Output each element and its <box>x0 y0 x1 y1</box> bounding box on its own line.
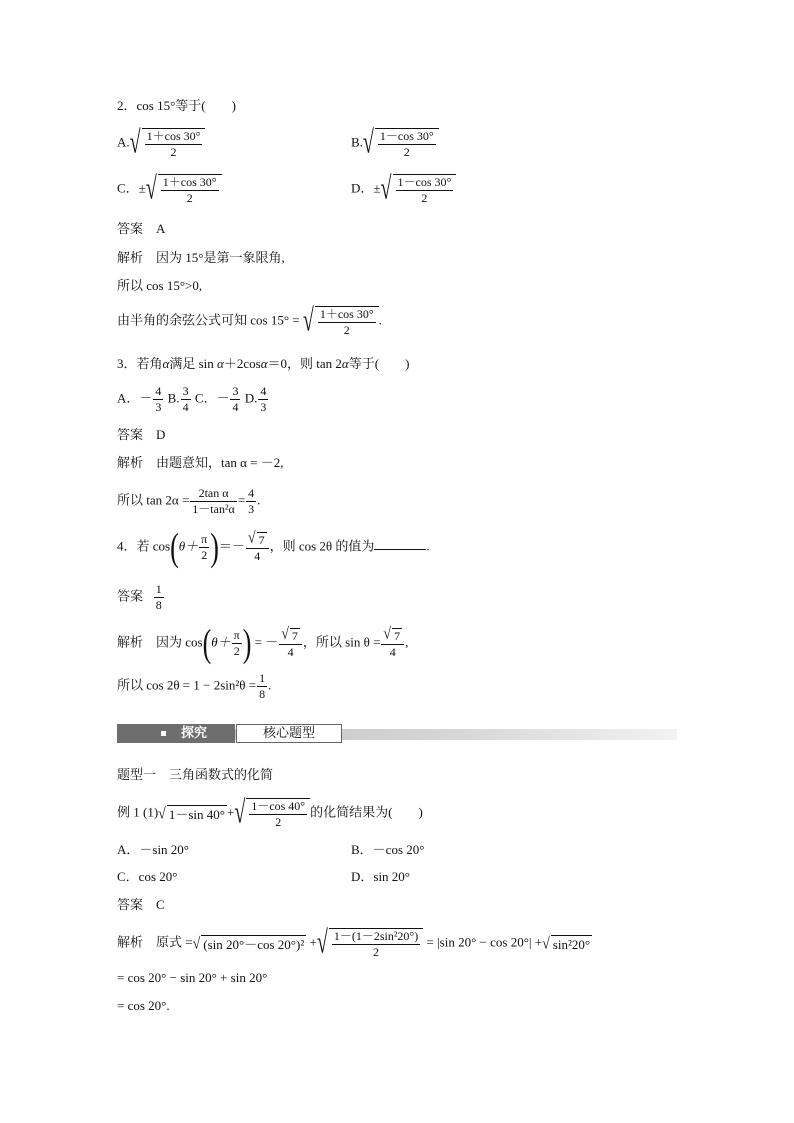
option-c-label: C．－ <box>194 390 230 406</box>
text-segment: + <box>309 934 317 950</box>
text-segment: 由半角的余弦公式可知 cos 15° = <box>117 312 300 328</box>
numerator: 1＋cos 30° <box>319 307 374 321</box>
example-1-explanation-line-1 <box>117 925 592 961</box>
text-segment: 满足 sin <box>169 356 214 371</box>
example-1-option-d: D．sin 20° <box>351 869 411 884</box>
left-paren: ( <box>170 525 179 569</box>
numerator: 1 <box>259 671 266 685</box>
sqrt-expression: √ $\frac{1-\cos 30^\circ}{2}$ <box>363 128 439 159</box>
sqrt-expression: √ 1－sin 40° <box>158 805 225 823</box>
text-segment: ＋2cos <box>223 356 261 371</box>
alpha-symbol: α <box>162 356 170 371</box>
q2-explanation-line-1: 解析 因为 15°是第一象限角, <box>117 250 285 265</box>
alpha-symbol: α <box>341 356 349 371</box>
text-segment: ，所以 sin θ = <box>302 634 381 650</box>
q2-answer: 答案 A <box>117 221 166 236</box>
numerator: 1－cos 30° <box>379 129 434 143</box>
answer-blank[interactable] <box>374 549 426 550</box>
banner-left-label: 探究 <box>181 726 208 741</box>
text-segment: 所以 tan 2α = <box>117 492 190 508</box>
radicand: 7 <box>291 629 298 643</box>
numerator: 3 <box>232 384 239 398</box>
sqrt-expression: √ 7 <box>383 625 401 643</box>
q3-explanation-line-2 <box>117 487 260 516</box>
numerator: 3 <box>182 384 189 398</box>
denominator: 3 <box>155 400 162 414</box>
q2-option-b <box>351 125 439 161</box>
text-segment: 等于( ) <box>348 356 410 371</box>
right-paren: ) <box>210 525 219 569</box>
section-title: 题型一 三角函数式的化简 <box>117 767 274 782</box>
denominator: 8 <box>259 687 266 701</box>
sqrt-expression: √ $\frac{1+\cos 30^\circ}{2}$ <box>146 174 222 205</box>
text-segment: 解析 因为 cos <box>117 634 203 650</box>
option-label: B. <box>351 134 363 150</box>
text-segment: 所以 cos 2θ = 1 − 2sin²θ = <box>117 677 257 693</box>
denominator: 2 <box>201 548 208 562</box>
example-1-explanation-line-2: = cos 20° − sin 20° + sin 20° <box>117 970 268 985</box>
sqrt-expression: √ $\frac{\text{1－(1－2sin²20°)}}{2}$ <box>317 928 423 959</box>
numerator: 2tan α <box>190 487 237 502</box>
numerator: π <box>233 628 240 642</box>
question-4-stem <box>117 525 430 569</box>
right-paren: ) <box>242 621 252 665</box>
denominator: 3 <box>260 400 267 414</box>
text-segment: + <box>226 804 235 820</box>
numerator: 1 <box>155 582 162 596</box>
denominator: 2 <box>186 191 193 205</box>
text-segment: . <box>378 312 382 328</box>
radicand: sin²20° <box>552 936 591 952</box>
denominator: 2 <box>170 145 177 159</box>
option-a-label: A．－ <box>117 390 153 406</box>
section-banner <box>117 724 677 744</box>
denominator: 1－tan²α <box>192 502 235 516</box>
left-paren: ( <box>202 621 212 665</box>
q2-option-a <box>117 125 205 161</box>
denominator: 3 <box>248 502 255 516</box>
text-segment: = |sin 20° − cos 20°| + <box>426 934 543 950</box>
text-segment: 例 1 (1) <box>117 804 159 820</box>
example-1-answer: 答案 C <box>117 897 165 912</box>
radicand: 7 <box>258 533 265 547</box>
sqrt-expression: √ sin²20° <box>542 935 591 953</box>
question-2-stem: 2．cos 15°等于( ) <box>117 98 236 113</box>
alpha-symbol: α <box>260 356 268 371</box>
text-segment: ＝－ <box>218 538 245 554</box>
denominator: 2 <box>421 191 428 205</box>
option-label: D．± <box>351 180 381 196</box>
text-segment: θ＋ <box>211 634 231 650</box>
banner-right-label: 核心题型 <box>236 724 342 743</box>
radicand: (sin 20°－cos 20°)² <box>203 936 305 952</box>
sqrt-expression: √ (sin 20°－cos 20°)² <box>192 935 305 953</box>
example-1-option-a: A．－sin 20° <box>117 842 190 857</box>
text-segment: , <box>405 634 409 650</box>
example-1-option-c: C．cos 20° <box>117 869 178 884</box>
numerator: 1＋cos 30° <box>146 129 201 143</box>
text-segment: = <box>237 492 246 508</box>
example-1-option-b: B．－cos 20° <box>351 842 425 857</box>
radicand: 1－sin 40° <box>168 806 225 822</box>
text-segment: 的化简结果为( ) <box>310 804 423 820</box>
text-segment: 3．若角 <box>117 356 163 371</box>
text-segment: ＝0，则 tan 2 <box>267 356 342 371</box>
denominator: 4 <box>254 549 261 563</box>
denominator: 2 <box>403 145 410 159</box>
text-segment: θ＋ <box>178 538 199 554</box>
denominator: 2 <box>233 644 240 658</box>
numerator: 1＋cos 30° <box>162 175 217 189</box>
denominator: 2 <box>343 323 350 337</box>
sqrt-expression: √ $\frac{1+\cos 30^\circ}{2}$ <box>130 128 206 159</box>
sqrt-expression: √ $\frac{1+\cos 30^\circ}{2}$ <box>303 306 379 337</box>
answer-label: 答案 <box>117 588 144 604</box>
numerator: 4 <box>260 384 267 398</box>
numerator: π <box>201 532 208 546</box>
denominator: 2 <box>275 815 282 829</box>
option-label: A. <box>117 134 130 150</box>
q3-explanation-line-1: 解析 由题意知，tan α = －2, <box>117 455 284 470</box>
numerator: 1－cos 40° <box>251 799 306 813</box>
q4-answer <box>117 583 165 612</box>
text-segment: 4．若 cos <box>117 538 171 554</box>
denominator: 4 <box>232 400 239 414</box>
text-segment: . <box>268 677 272 693</box>
numerator: 1－cos 30° <box>397 175 452 189</box>
numerator: 4 <box>155 384 162 398</box>
q2-explanation-line-3 <box>117 303 382 339</box>
denominator: 8 <box>155 598 162 612</box>
text-segment: = － <box>254 634 279 650</box>
q2-explanation-line-2: 所以 cos 15°>0, <box>117 278 203 293</box>
denominator: 2 <box>373 945 380 959</box>
sqrt-expression: √ $\frac{1-\cos 40^\circ}{2}$ <box>234 798 310 829</box>
option-label: C．± <box>117 180 146 196</box>
alpha-symbol: α <box>217 356 224 371</box>
question-3-stem <box>117 356 409 372</box>
q2-option-d <box>351 171 456 207</box>
numerator: 1－(1－2sin²20°) <box>333 929 419 943</box>
text-segment: ，则 cos 2θ 的值为 <box>269 538 375 554</box>
denominator: 4 <box>182 400 189 414</box>
square-bullet-icon <box>161 731 166 736</box>
text-segment: . <box>257 492 261 508</box>
numerator: 4 <box>248 486 255 500</box>
sqrt-expression: √ 7 <box>247 529 265 547</box>
example-1-stem <box>117 795 423 831</box>
q4-explanation-line-2 <box>117 672 271 701</box>
banner-left-block <box>117 724 235 743</box>
q2-option-c <box>117 171 222 207</box>
text-segment: 解析 原式 = <box>117 934 193 950</box>
denominator: 4 <box>287 645 294 659</box>
sqrt-expression: √ 7 <box>281 625 298 643</box>
radicand: 7 <box>394 629 401 643</box>
example-1-explanation-line-3: = cos 20°. <box>117 998 170 1013</box>
option-b-label: B. <box>167 390 180 406</box>
denominator: 4 <box>389 645 396 659</box>
q3-options <box>117 385 269 414</box>
q3-answer: 答案 D <box>117 427 166 442</box>
q4-explanation-line-1 <box>117 621 409 665</box>
text-segment: . <box>426 538 430 554</box>
sqrt-expression: √ $\frac{1-\cos 30^\circ}{2}$ <box>381 174 457 205</box>
option-d-label: D. <box>244 390 258 406</box>
